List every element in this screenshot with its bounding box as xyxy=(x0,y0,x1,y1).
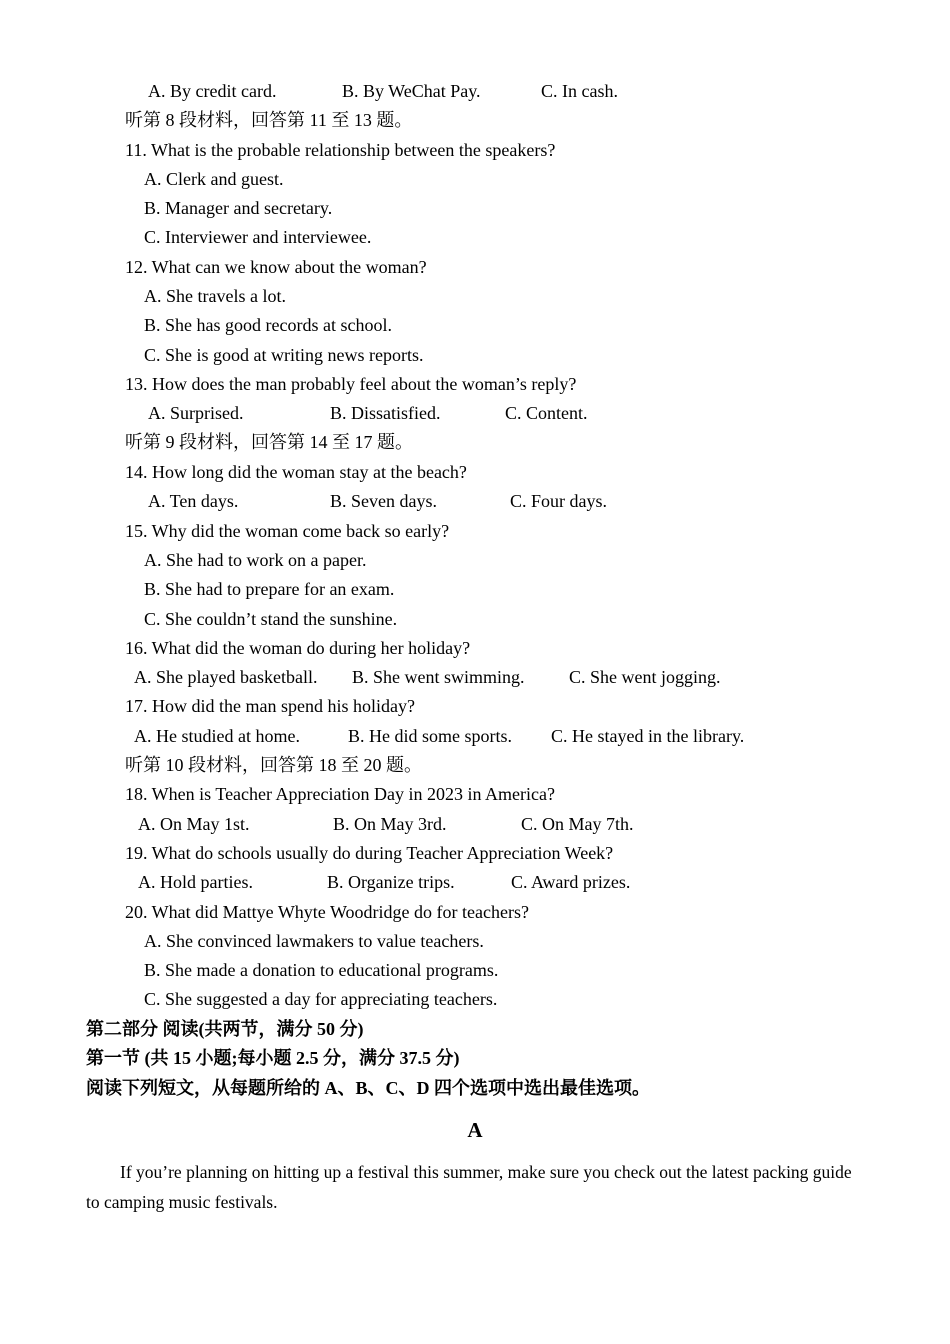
q15-option-c: C. She couldn’t stand the sunshine. xyxy=(144,609,398,629)
q14-option-c: C. Four days. xyxy=(510,491,608,511)
q19-option-b: B. Organize trips. xyxy=(327,872,455,892)
q11-option-b: B. Manager and secretary. xyxy=(144,198,333,218)
q17-option-c: C. He stayed in the library. xyxy=(551,726,745,746)
passage-a-paragraph: If you’re planning on hitting up a festival this summer, make sure you check out the latest packing guide to camping music festivals. xyxy=(86,1162,852,1212)
section-9-header: 听第 9 段材料，回答第 14 至 17 题。 xyxy=(125,432,413,452)
q19-option-c: C. Award prizes. xyxy=(511,872,631,892)
q16-stem: 16. What did the woman do during her holiday? xyxy=(125,638,471,658)
q11-option-c: C. Interviewer and interviewee. xyxy=(144,227,372,247)
q16-option-a: A. She played basketball. xyxy=(134,667,318,687)
q13-option-b: B. Dissatisfied. xyxy=(330,403,441,423)
q18-stem: 18. When is Teacher Appreciation Day in 2023 in America? xyxy=(125,784,555,804)
q13-stem: 13. How does the man probably feel about the woman’s reply? xyxy=(125,374,577,394)
passage-a-title: A xyxy=(467,1118,483,1142)
q18-option-c: C. On May 7th. xyxy=(521,814,634,834)
q20-option-b: B. She made a donation to educational programs. xyxy=(144,960,499,980)
section-8-header: 听第 8 段材料，回答第 11 至 13 题。 xyxy=(125,110,413,130)
q13-option-c: C. Content. xyxy=(505,403,588,423)
q14-stem: 14. How long did the woman stay at the beach? xyxy=(125,462,467,482)
part-2-instruction: 阅读下列短文，从每题所给的 A、B、C、D 四个选项中选出最佳选项。 xyxy=(86,1078,650,1098)
q15-stem: 15. Why did the woman come back so early? xyxy=(125,521,450,541)
q20-option-c: C. She suggested a day for appreciating teachers. xyxy=(144,989,498,1009)
q12-option-a: A. She travels a lot. xyxy=(144,286,286,306)
q12-stem: 12. What can we know about the woman? xyxy=(125,257,427,277)
q17-option-b: B. He did some sports. xyxy=(348,726,512,746)
q16-option-b: B. She went swimming. xyxy=(352,667,525,687)
part-2-heading: 第二部分 阅读(共两节，满分 50 分) xyxy=(86,1019,364,1039)
q20-option-a: A. She convinced lawmakers to value teachers. xyxy=(144,931,484,951)
q13-option-a: A. Surprised. xyxy=(148,403,244,423)
q19-stem: 19. What do schools usually do during Teacher Appreciation Week? xyxy=(125,843,614,863)
part-2-section-1-heading: 第一节 (共 15 小题;每小题 2.5 分，满分 37.5 分) xyxy=(86,1048,460,1068)
q11-option-a: A. Clerk and guest. xyxy=(144,169,284,189)
q18-option-a: A. On May 1st. xyxy=(138,814,250,834)
q17-option-a: A. He studied at home. xyxy=(134,726,300,746)
q12-option-b: B. She has good records at school. xyxy=(144,315,392,335)
q14-option-b: B. Seven days. xyxy=(330,491,437,511)
q16-option-c: C. She went jogging. xyxy=(569,667,721,687)
q10-option-c: C. In cash. xyxy=(541,81,618,101)
q10-option-b: B. By WeChat Pay. xyxy=(342,81,481,101)
section-10-header: 听第 10 段材料，回答第 18 至 20 题。 xyxy=(125,755,422,775)
q14-option-a: A. Ten days. xyxy=(148,491,239,511)
q12-option-c: C. She is good at writing news reports. xyxy=(144,345,424,365)
q19-option-a: A. Hold parties. xyxy=(138,872,253,892)
q11-stem: 11. What is the probable relationship between the speakers? xyxy=(125,140,556,160)
q15-option-b: B. She had to prepare for an exam. xyxy=(144,579,395,599)
q17-stem: 17. How did the man spend his holiday? xyxy=(125,696,415,716)
q20-stem: 20. What did Mattye Whyte Woodridge do for teachers? xyxy=(125,902,529,922)
q18-option-b: B. On May 3rd. xyxy=(333,814,447,834)
q15-option-a: A. She had to work on a paper. xyxy=(144,550,367,570)
q10-option-a: A. By credit card. xyxy=(148,81,277,101)
